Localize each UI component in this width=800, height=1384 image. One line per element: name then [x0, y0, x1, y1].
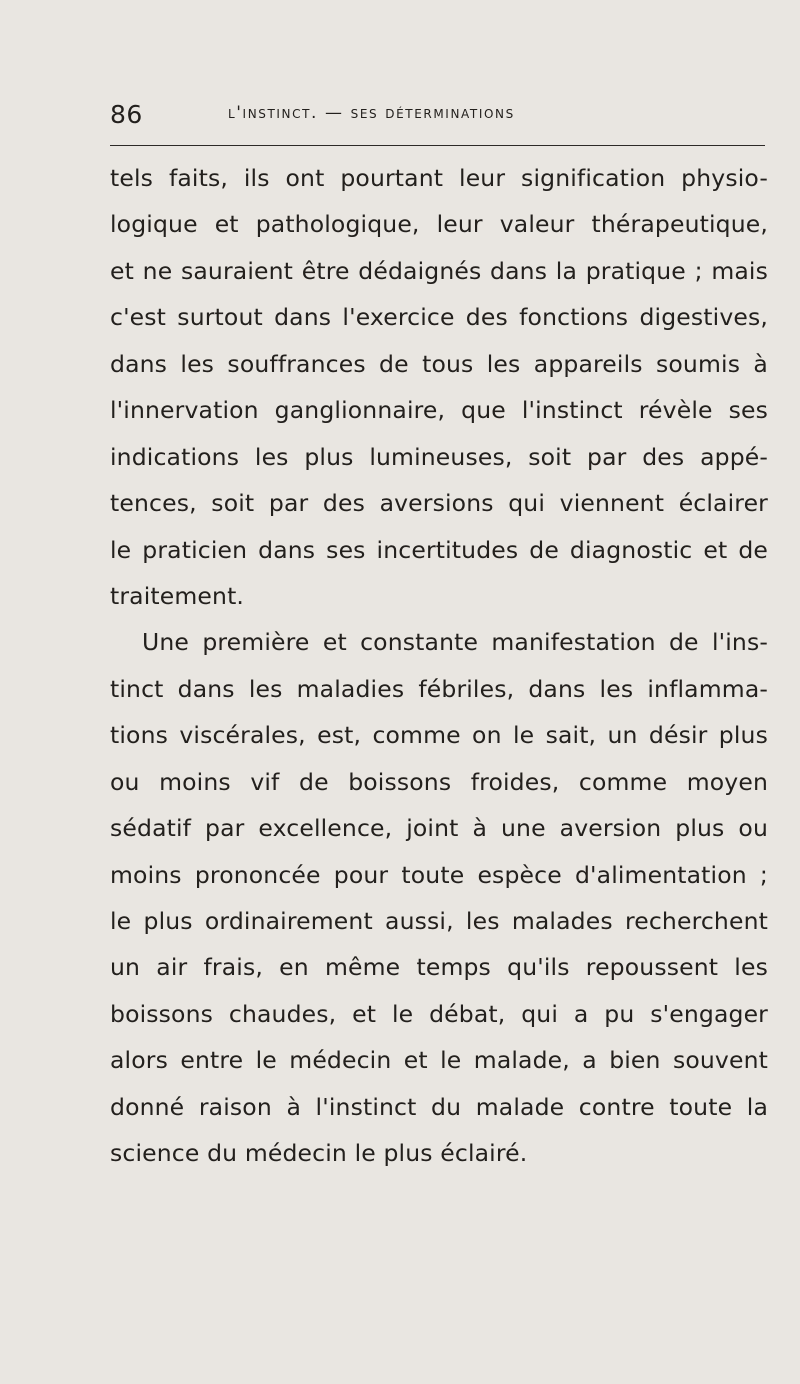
page-number: 86: [110, 100, 143, 129]
text-line: l'innervation ganglionnaire, que l'instinct révèle ses: [110, 396, 768, 425]
text-line: ou moins vif de boissons froides, comme moyen: [110, 767, 768, 796]
text-line: tions viscérales, est, comme on le sait, un désir plus: [110, 721, 768, 750]
text-line: Une première et constante manifestation de l'ins-: [142, 628, 768, 657]
text-line: c'est surtout dans l'exercice des fonctions digestives,: [110, 303, 768, 332]
body-text: [110, 155, 768, 1177]
text-line: traitement.: [110, 581, 245, 610]
text-line: moins prononcée pour toute espèce d'alimentation ;: [110, 860, 768, 889]
text-line: dans les souffrances de tous les appareils soumis à: [110, 349, 768, 378]
text-line: science du médecin le plus éclairé.: [110, 1139, 528, 1168]
text-line: sédatif par excellence, joint à une aversion plus ou: [110, 814, 768, 843]
text-line: le plus ordinairement aussi, les malades recherchent: [110, 907, 768, 935]
text-line: le praticien dans ses incertitudes de diagnostic et de: [110, 535, 768, 564]
page-header: [110, 100, 770, 140]
text-line: indications les plus lumineuses, soit par des appé-: [110, 442, 768, 471]
text-line: tinct dans les maladies fébriles, dans les inflamma-: [110, 674, 768, 703]
text-line: boissons chaudes, et le débat, qui a pu s'engager: [110, 999, 768, 1028]
text-line: et ne sauraient être dédaignés dans la pratique ; mais: [110, 256, 768, 285]
header-rule: [110, 145, 765, 146]
text-line: logique et pathologique, leur valeur thérapeutique,: [110, 210, 768, 239]
text-line: un air frais, en même temps qu'ils repoussent les: [110, 953, 768, 982]
text-line: alors entre le médecin et le malade, a bien souvent: [110, 1046, 768, 1075]
text-line: tels faits, ils ont pourtant leur signification physio-: [110, 164, 768, 192]
text-line: tences, soit par des aversions qui viennent éclairer: [110, 489, 768, 518]
text-line: donné raison à l'instinct du malade contre toute la: [110, 1092, 768, 1121]
running-head: l'instinct. — ses déterminations: [228, 103, 515, 123]
